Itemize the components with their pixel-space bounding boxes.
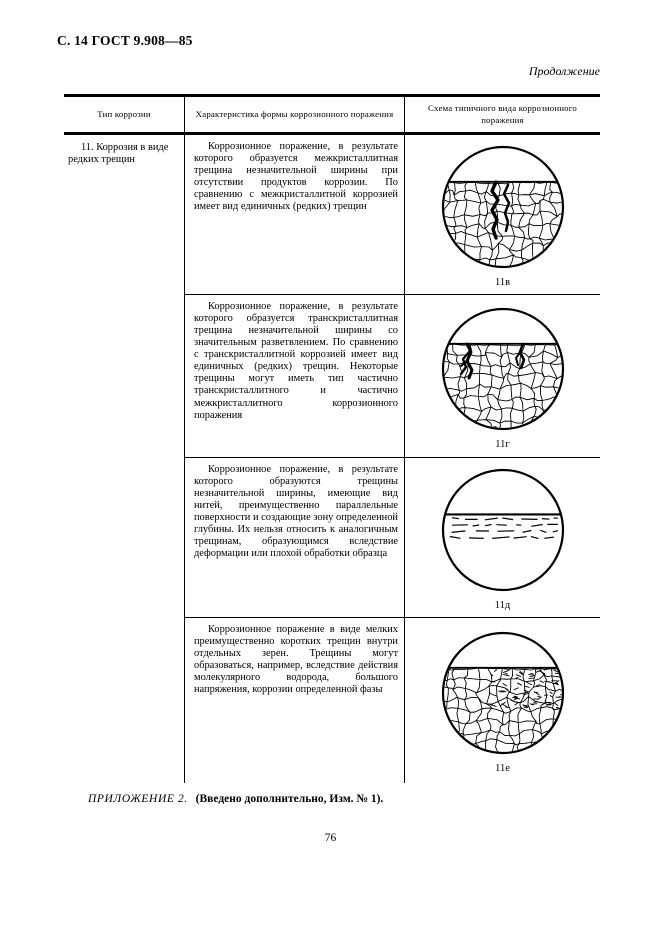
- description-cell: Коррозионное поражение, в результате которого образуется межкристаллитная трещина незначительной ширины при отсутствии продуктов коррозии. По сравнению с межкристаллитной коррозией имеет вид единичных (редких) трещин: [185, 135, 405, 295]
- column-header-scheme: Схема типичного вида коррозионного поражения: [405, 97, 600, 135]
- column-header-characteristic: Характеристика формы коррозионного поражения: [185, 97, 405, 135]
- corrosion-scheme-grain-microcracks-icon: [423, 629, 583, 761]
- continuation-label: Продолжение: [528, 64, 600, 78]
- figure-cell: [405, 135, 600, 295]
- figure-cell: [405, 618, 600, 783]
- corrosion-scheme-intercrystalline-cracks-icon: [423, 143, 583, 275]
- figure-label: 11е: [495, 763, 510, 774]
- description-cell: Коррозионное поражение, в результате которого образуется транскристаллитная трещина незначительной ширины со значительным разветвлением. По сравнению с транскристаллитной коррозией имеет вид единичных (редких) трещин. Некоторые трещины могут иметь тип частично транскристаллитного и частично межкристаллитного коррозионного поражения: [185, 295, 405, 458]
- corrosion-table: [64, 94, 600, 783]
- figure-label: 11в: [494, 277, 511, 288]
- figure-cell: [405, 295, 600, 458]
- corrosion-scheme-thread-cracks-icon: [423, 466, 583, 598]
- figure-cell: [405, 458, 600, 618]
- column-header-type: Тип коррозии: [64, 97, 185, 135]
- appendix-label: ПРИЛОЖЕНИЕ 2.: [88, 793, 188, 805]
- appendix-note: [88, 793, 383, 805]
- doc-header: С. 14 ГОСТ 9.908—85: [57, 33, 193, 48]
- description-cell: Коррозионное поражение в виде мелких преимущественно коротких трещин внутри отдельных зерен. Трещины могут образоваться, например, вследствие действия молекулярного водорода, большого напряжения, коррозии определенной фазы: [185, 618, 405, 783]
- appendix-note-text: (Введено дополнительно, Изм. № 1).: [195, 793, 384, 805]
- description-cell: Коррозионное поражение, в результате которого образуются трещины незначительной ширины, имеющие вид нитей, преимущественно параллельные поверхности и создающие зону определенной глубины. Их нельзя относить к аналогичным трещинам, образующимся вследствие деформации или плохой обработки образца: [185, 458, 405, 618]
- corrosion-scheme-branched-cracks-icon: [423, 305, 583, 437]
- corrosion-type-cell: 11. Коррозия в виде редких трещин: [64, 135, 185, 783]
- figure-label: 11г: [495, 438, 510, 450]
- page-number: 76: [324, 832, 337, 844]
- figure-label: 11д: [494, 600, 511, 611]
